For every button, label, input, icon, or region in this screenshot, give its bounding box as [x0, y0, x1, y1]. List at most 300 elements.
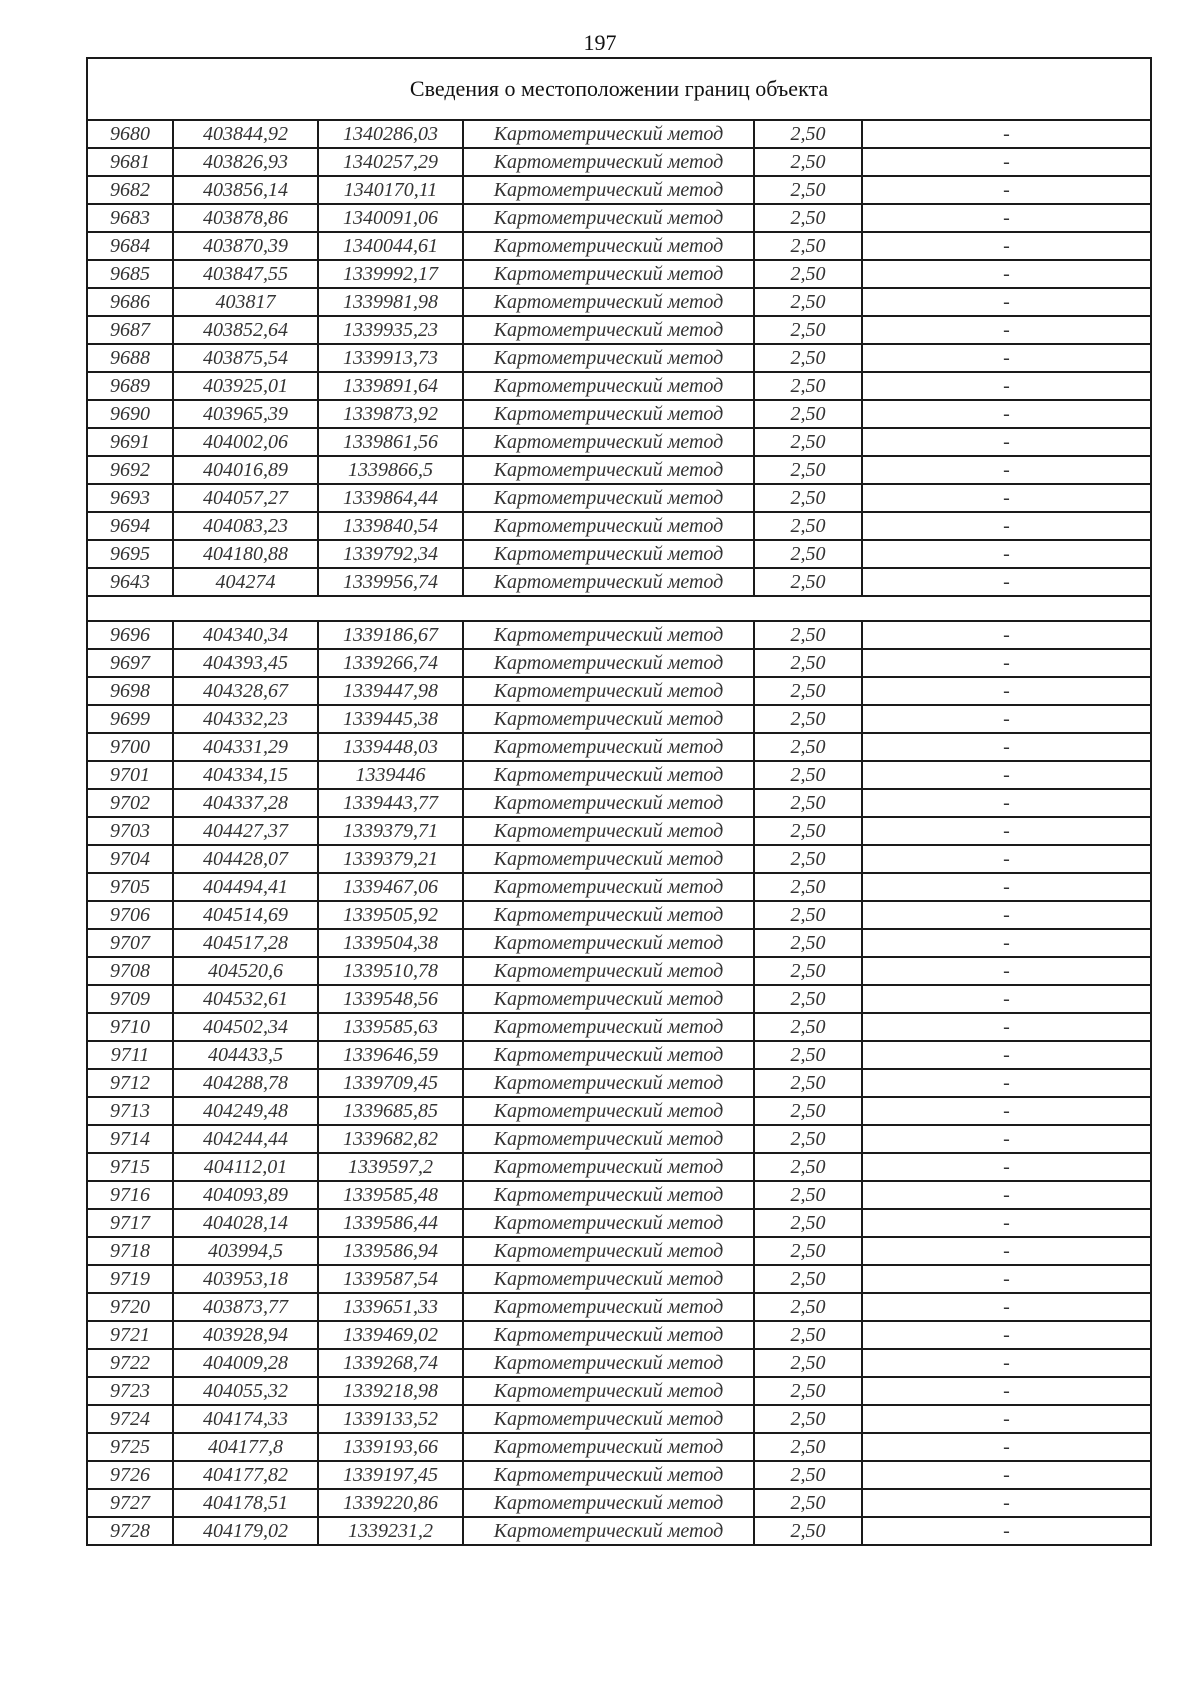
point-number-cell: 9702	[87, 789, 173, 817]
method-cell: Картометрический метод	[463, 621, 754, 649]
x-coordinate-cell: 404055,32	[173, 1377, 318, 1405]
y-coordinate-cell: 1339861,56	[318, 428, 463, 456]
point-number-cell: 9726	[87, 1461, 173, 1489]
x-coordinate-cell: 403953,18	[173, 1265, 318, 1293]
y-coordinate-cell: 1339218,98	[318, 1377, 463, 1405]
table-row	[87, 985, 1151, 1013]
x-coordinate-cell: 404532,61	[173, 985, 318, 1013]
method-cell: Картометрический метод	[463, 120, 754, 148]
accuracy-cell: 2,50	[754, 372, 862, 400]
method-cell: Картометрический метод	[463, 1405, 754, 1433]
method-cell: Картометрический метод	[463, 456, 754, 484]
point-number-cell: 9701	[87, 761, 173, 789]
x-coordinate-cell: 404057,27	[173, 484, 318, 512]
note-cell: -	[862, 1433, 1151, 1461]
accuracy-cell: 2,50	[754, 845, 862, 873]
table-row	[87, 1461, 1151, 1489]
point-number-cell: 9714	[87, 1125, 173, 1153]
y-coordinate-cell: 1339510,78	[318, 957, 463, 985]
point-number-cell: 9723	[87, 1377, 173, 1405]
table-row	[87, 400, 1151, 428]
accuracy-cell: 2,50	[754, 540, 862, 568]
note-cell: -	[862, 1293, 1151, 1321]
table-row	[87, 1153, 1151, 1181]
table-row	[87, 1069, 1151, 1097]
y-coordinate-cell: 1339467,06	[318, 873, 463, 901]
y-coordinate-cell: 1339220,86	[318, 1489, 463, 1517]
table-row	[87, 649, 1151, 677]
x-coordinate-cell: 404028,14	[173, 1209, 318, 1237]
x-coordinate-cell: 404502,34	[173, 1013, 318, 1041]
method-cell: Картометрический метод	[463, 1489, 754, 1517]
method-cell: Картометрический метод	[463, 1265, 754, 1293]
note-cell: -	[862, 428, 1151, 456]
group-separator-cell	[87, 596, 1151, 621]
table-row	[87, 817, 1151, 845]
note-cell: -	[862, 484, 1151, 512]
y-coordinate-cell: 1339445,38	[318, 705, 463, 733]
y-coordinate-cell: 1339585,63	[318, 1013, 463, 1041]
accuracy-cell: 2,50	[754, 1153, 862, 1181]
method-cell: Картометрический метод	[463, 288, 754, 316]
point-number-cell: 9681	[87, 148, 173, 176]
table-row	[87, 204, 1151, 232]
y-coordinate-cell: 1339266,74	[318, 649, 463, 677]
table-row	[87, 428, 1151, 456]
point-number-cell: 9709	[87, 985, 173, 1013]
table-row	[87, 1321, 1151, 1349]
accuracy-cell: 2,50	[754, 1209, 862, 1237]
point-number-cell: 9692	[87, 456, 173, 484]
table-row	[87, 260, 1151, 288]
y-coordinate-cell: 1339379,71	[318, 817, 463, 845]
method-cell: Картометрический метод	[463, 568, 754, 596]
note-cell: -	[862, 568, 1151, 596]
x-coordinate-cell: 403925,01	[173, 372, 318, 400]
note-cell: -	[862, 288, 1151, 316]
x-coordinate-cell: 403928,94	[173, 1321, 318, 1349]
group-separator-row	[87, 596, 1151, 621]
table-row	[87, 705, 1151, 733]
x-coordinate-cell: 404328,67	[173, 677, 318, 705]
y-coordinate-cell: 1339840,54	[318, 512, 463, 540]
accuracy-cell: 2,50	[754, 929, 862, 957]
method-cell: Картометрический метод	[463, 985, 754, 1013]
accuracy-cell: 2,50	[754, 1013, 862, 1041]
table-row	[87, 1433, 1151, 1461]
method-cell: Картометрический метод	[463, 1293, 754, 1321]
x-coordinate-cell: 404083,23	[173, 512, 318, 540]
point-number-cell: 9699	[87, 705, 173, 733]
table-row	[87, 344, 1151, 372]
y-coordinate-cell: 1339891,64	[318, 372, 463, 400]
accuracy-cell: 2,50	[754, 568, 862, 596]
y-coordinate-cell: 1339651,33	[318, 1293, 463, 1321]
y-coordinate-cell: 1339956,74	[318, 568, 463, 596]
point-number-cell: 9684	[87, 232, 173, 260]
point-number-cell: 9719	[87, 1265, 173, 1293]
y-coordinate-cell: 1339504,38	[318, 929, 463, 957]
table-row	[87, 1181, 1151, 1209]
table-title: Сведения о местоположении границ объекта	[87, 58, 1151, 120]
note-cell: -	[862, 1153, 1151, 1181]
x-coordinate-cell: 403878,86	[173, 204, 318, 232]
x-coordinate-cell: 403817	[173, 288, 318, 316]
method-cell: Картометрический метод	[463, 1013, 754, 1041]
accuracy-cell: 2,50	[754, 1321, 862, 1349]
y-coordinate-cell: 1339379,21	[318, 845, 463, 873]
y-coordinate-cell: 1339935,23	[318, 316, 463, 344]
x-coordinate-cell: 403844,92	[173, 120, 318, 148]
method-cell: Картометрический метод	[463, 1377, 754, 1405]
note-cell: -	[862, 344, 1151, 372]
x-coordinate-cell: 404093,89	[173, 1181, 318, 1209]
accuracy-cell: 2,50	[754, 260, 862, 288]
method-cell: Картометрический метод	[463, 1153, 754, 1181]
note-cell: -	[862, 677, 1151, 705]
method-cell: Картометрический метод	[463, 1181, 754, 1209]
x-coordinate-cell: 404179,02	[173, 1517, 318, 1545]
accuracy-cell: 2,50	[754, 232, 862, 260]
y-coordinate-cell: 1339231,2	[318, 1517, 463, 1545]
x-coordinate-cell: 404332,23	[173, 705, 318, 733]
accuracy-cell: 2,50	[754, 761, 862, 789]
accuracy-cell: 2,50	[754, 789, 862, 817]
x-coordinate-cell: 403826,93	[173, 148, 318, 176]
x-coordinate-cell: 404244,44	[173, 1125, 318, 1153]
y-coordinate-cell: 1339469,02	[318, 1321, 463, 1349]
note-cell: -	[862, 372, 1151, 400]
method-cell: Картометрический метод	[463, 428, 754, 456]
table-row	[87, 929, 1151, 957]
y-coordinate-cell: 1339709,45	[318, 1069, 463, 1097]
accuracy-cell: 2,50	[754, 873, 862, 901]
boundary-coordinates-table	[86, 57, 1152, 1546]
method-cell: Картометрический метод	[463, 540, 754, 568]
x-coordinate-cell: 404174,33	[173, 1405, 318, 1433]
x-coordinate-cell: 404249,48	[173, 1097, 318, 1125]
y-coordinate-cell: 1340286,03	[318, 120, 463, 148]
point-number-cell: 9691	[87, 428, 173, 456]
x-coordinate-cell: 404009,28	[173, 1349, 318, 1377]
point-number-cell: 9725	[87, 1433, 173, 1461]
point-number-cell: 9696	[87, 621, 173, 649]
table-row	[87, 621, 1151, 649]
accuracy-cell: 2,50	[754, 621, 862, 649]
y-coordinate-cell: 1339447,98	[318, 677, 463, 705]
method-cell: Картометрический метод	[463, 957, 754, 985]
x-coordinate-cell: 403856,14	[173, 176, 318, 204]
method-cell: Картометрический метод	[463, 1321, 754, 1349]
note-cell: -	[862, 1349, 1151, 1377]
method-cell: Картометрический метод	[463, 873, 754, 901]
note-cell: -	[862, 1489, 1151, 1517]
table-row	[87, 761, 1151, 789]
table-row	[87, 456, 1151, 484]
table-row	[87, 1517, 1151, 1545]
point-number-cell: 9680	[87, 120, 173, 148]
method-cell: Картометрический метод	[463, 316, 754, 344]
point-number-cell: 9689	[87, 372, 173, 400]
point-number-cell: 9728	[87, 1517, 173, 1545]
table-row	[87, 512, 1151, 540]
y-coordinate-cell: 1339446	[318, 761, 463, 789]
y-coordinate-cell: 1339505,92	[318, 901, 463, 929]
y-coordinate-cell: 1339586,44	[318, 1209, 463, 1237]
accuracy-cell: 2,50	[754, 1097, 862, 1125]
accuracy-cell: 2,50	[754, 1041, 862, 1069]
point-number-cell: 9703	[87, 817, 173, 845]
x-coordinate-cell: 403852,64	[173, 316, 318, 344]
note-cell: -	[862, 705, 1151, 733]
point-number-cell: 9686	[87, 288, 173, 316]
note-cell: -	[862, 1461, 1151, 1489]
table-row	[87, 1489, 1151, 1517]
table-row	[87, 901, 1151, 929]
y-coordinate-cell: 1340044,61	[318, 232, 463, 260]
x-coordinate-cell: 404337,28	[173, 789, 318, 817]
point-number-cell: 9707	[87, 929, 173, 957]
point-number-cell: 9694	[87, 512, 173, 540]
accuracy-cell: 2,50	[754, 705, 862, 733]
accuracy-cell: 2,50	[754, 484, 862, 512]
point-number-cell: 9698	[87, 677, 173, 705]
accuracy-cell: 2,50	[754, 1293, 862, 1321]
y-coordinate-cell: 1339548,56	[318, 985, 463, 1013]
y-coordinate-cell: 1339193,66	[318, 1433, 463, 1461]
method-cell: Картометрический метод	[463, 705, 754, 733]
table-row	[87, 232, 1151, 260]
y-coordinate-cell: 1339682,82	[318, 1125, 463, 1153]
y-coordinate-cell: 1339913,73	[318, 344, 463, 372]
table-row	[87, 1405, 1151, 1433]
x-coordinate-cell: 404274	[173, 568, 318, 596]
note-cell: -	[862, 621, 1151, 649]
accuracy-cell: 2,50	[754, 148, 862, 176]
x-coordinate-cell: 404340,34	[173, 621, 318, 649]
accuracy-cell: 2,50	[754, 1433, 862, 1461]
table-row	[87, 540, 1151, 568]
point-number-cell: 9716	[87, 1181, 173, 1209]
table-row	[87, 1293, 1151, 1321]
note-cell: -	[862, 1041, 1151, 1069]
x-coordinate-cell: 403994,5	[173, 1237, 318, 1265]
x-coordinate-cell: 404517,28	[173, 929, 318, 957]
x-coordinate-cell: 403870,39	[173, 232, 318, 260]
method-cell: Картометрический метод	[463, 176, 754, 204]
x-coordinate-cell: 404334,15	[173, 761, 318, 789]
y-coordinate-cell: 1339866,5	[318, 456, 463, 484]
point-number-cell: 9693	[87, 484, 173, 512]
method-cell: Картометрический метод	[463, 929, 754, 957]
point-number-cell: 9690	[87, 400, 173, 428]
point-number-cell: 9682	[87, 176, 173, 204]
y-coordinate-cell: 1339992,17	[318, 260, 463, 288]
note-cell: -	[862, 733, 1151, 761]
x-coordinate-cell: 404016,89	[173, 456, 318, 484]
y-coordinate-cell: 1339268,74	[318, 1349, 463, 1377]
accuracy-cell: 2,50	[754, 957, 862, 985]
accuracy-cell: 2,50	[754, 176, 862, 204]
method-cell: Картометрический метод	[463, 1517, 754, 1545]
point-number-cell: 9711	[87, 1041, 173, 1069]
x-coordinate-cell: 404393,45	[173, 649, 318, 677]
method-cell: Картометрический метод	[463, 649, 754, 677]
table-row	[87, 372, 1151, 400]
note-cell: -	[862, 1321, 1151, 1349]
note-cell: -	[862, 873, 1151, 901]
accuracy-cell: 2,50	[754, 1265, 862, 1293]
table-row	[87, 957, 1151, 985]
accuracy-cell: 2,50	[754, 1125, 862, 1153]
table-row	[87, 1125, 1151, 1153]
note-cell: -	[862, 761, 1151, 789]
x-coordinate-cell: 404177,82	[173, 1461, 318, 1489]
x-coordinate-cell: 404331,29	[173, 733, 318, 761]
point-number-cell: 9727	[87, 1489, 173, 1517]
note-cell: -	[862, 817, 1151, 845]
x-coordinate-cell: 404428,07	[173, 845, 318, 873]
table-row	[87, 568, 1151, 596]
accuracy-cell: 2,50	[754, 1181, 862, 1209]
y-coordinate-cell: 1339186,67	[318, 621, 463, 649]
point-number-cell: 9697	[87, 649, 173, 677]
table-row	[87, 789, 1151, 817]
point-number-cell: 9720	[87, 1293, 173, 1321]
method-cell: Картометрический метод	[463, 148, 754, 176]
note-cell: -	[862, 1377, 1151, 1405]
note-cell: -	[862, 845, 1151, 873]
accuracy-cell: 2,50	[754, 288, 862, 316]
note-cell: -	[862, 901, 1151, 929]
note-cell: -	[862, 456, 1151, 484]
y-coordinate-cell: 1339586,94	[318, 1237, 463, 1265]
x-coordinate-cell: 403873,77	[173, 1293, 318, 1321]
y-coordinate-cell: 1339873,92	[318, 400, 463, 428]
page-number: 197	[583, 30, 617, 55]
note-cell: -	[862, 1069, 1151, 1097]
x-coordinate-cell: 404288,78	[173, 1069, 318, 1097]
method-cell: Картометрический метод	[463, 1209, 754, 1237]
note-cell: -	[862, 1181, 1151, 1209]
point-number-cell: 9695	[87, 540, 173, 568]
accuracy-cell: 2,50	[754, 316, 862, 344]
table-row	[87, 288, 1151, 316]
accuracy-cell: 2,50	[754, 512, 862, 540]
accuracy-cell: 2,50	[754, 733, 862, 761]
method-cell: Картометрический метод	[463, 1097, 754, 1125]
point-number-cell: 9700	[87, 733, 173, 761]
table-row	[87, 484, 1151, 512]
table-title-row	[87, 58, 1151, 120]
x-coordinate-cell: 404520,6	[173, 957, 318, 985]
x-coordinate-cell: 404112,01	[173, 1153, 318, 1181]
note-cell: -	[862, 1209, 1151, 1237]
x-coordinate-cell: 404427,37	[173, 817, 318, 845]
y-coordinate-cell: 1339443,77	[318, 789, 463, 817]
table-row	[87, 1265, 1151, 1293]
point-number-cell: 9643	[87, 568, 173, 596]
accuracy-cell: 2,50	[754, 985, 862, 1013]
note-cell: -	[862, 540, 1151, 568]
table-row	[87, 148, 1151, 176]
accuracy-cell: 2,50	[754, 400, 862, 428]
accuracy-cell: 2,50	[754, 1237, 862, 1265]
accuracy-cell: 2,50	[754, 901, 862, 929]
method-cell: Картометрический метод	[463, 1461, 754, 1489]
y-coordinate-cell: 1339448,03	[318, 733, 463, 761]
point-number-cell: 9722	[87, 1349, 173, 1377]
method-cell: Картометрический метод	[463, 372, 754, 400]
point-number-cell: 9705	[87, 873, 173, 901]
note-cell: -	[862, 1125, 1151, 1153]
note-cell: -	[862, 1097, 1151, 1125]
point-number-cell: 9715	[87, 1153, 173, 1181]
accuracy-cell: 2,50	[754, 1461, 862, 1489]
x-coordinate-cell: 404178,51	[173, 1489, 318, 1517]
table-row	[87, 1349, 1151, 1377]
x-coordinate-cell: 404180,88	[173, 540, 318, 568]
method-cell: Картометрический метод	[463, 789, 754, 817]
table-row	[87, 176, 1151, 204]
point-number-cell: 9713	[87, 1097, 173, 1125]
x-coordinate-cell: 403965,39	[173, 400, 318, 428]
accuracy-cell: 2,50	[754, 1517, 862, 1545]
point-number-cell: 9712	[87, 1069, 173, 1097]
method-cell: Картометрический метод	[463, 204, 754, 232]
method-cell: Картометрический метод	[463, 232, 754, 260]
accuracy-cell: 2,50	[754, 1349, 862, 1377]
note-cell: -	[862, 316, 1151, 344]
y-coordinate-cell: 1340091,06	[318, 204, 463, 232]
note-cell: -	[862, 1517, 1151, 1545]
point-number-cell: 9704	[87, 845, 173, 873]
table-row	[87, 1041, 1151, 1069]
method-cell: Картометрический метод	[463, 260, 754, 288]
note-cell: -	[862, 400, 1151, 428]
x-coordinate-cell: 404494,41	[173, 873, 318, 901]
method-cell: Картометрический метод	[463, 484, 754, 512]
accuracy-cell: 2,50	[754, 1069, 862, 1097]
note-cell: -	[862, 1405, 1151, 1433]
y-coordinate-cell: 1340170,11	[318, 176, 463, 204]
note-cell: -	[862, 232, 1151, 260]
accuracy-cell: 2,50	[754, 344, 862, 372]
note-cell: -	[862, 649, 1151, 677]
point-number-cell: 9724	[87, 1405, 173, 1433]
y-coordinate-cell: 1339597,2	[318, 1153, 463, 1181]
y-coordinate-cell: 1339585,48	[318, 1181, 463, 1209]
point-number-cell: 9708	[87, 957, 173, 985]
note-cell: -	[862, 260, 1151, 288]
table-row	[87, 1377, 1151, 1405]
accuracy-cell: 2,50	[754, 677, 862, 705]
table-row	[87, 316, 1151, 344]
y-coordinate-cell: 1339864,44	[318, 484, 463, 512]
method-cell: Картометрический метод	[463, 1349, 754, 1377]
method-cell: Картометрический метод	[463, 677, 754, 705]
table-row	[87, 1209, 1151, 1237]
method-cell: Картометрический метод	[463, 761, 754, 789]
table-row	[87, 1237, 1151, 1265]
x-coordinate-cell: 404177,8	[173, 1433, 318, 1461]
y-coordinate-cell: 1340257,29	[318, 148, 463, 176]
point-number-cell: 9683	[87, 204, 173, 232]
note-cell: -	[862, 985, 1151, 1013]
accuracy-cell: 2,50	[754, 817, 862, 845]
method-cell: Картометрический метод	[463, 1069, 754, 1097]
note-cell: -	[862, 176, 1151, 204]
